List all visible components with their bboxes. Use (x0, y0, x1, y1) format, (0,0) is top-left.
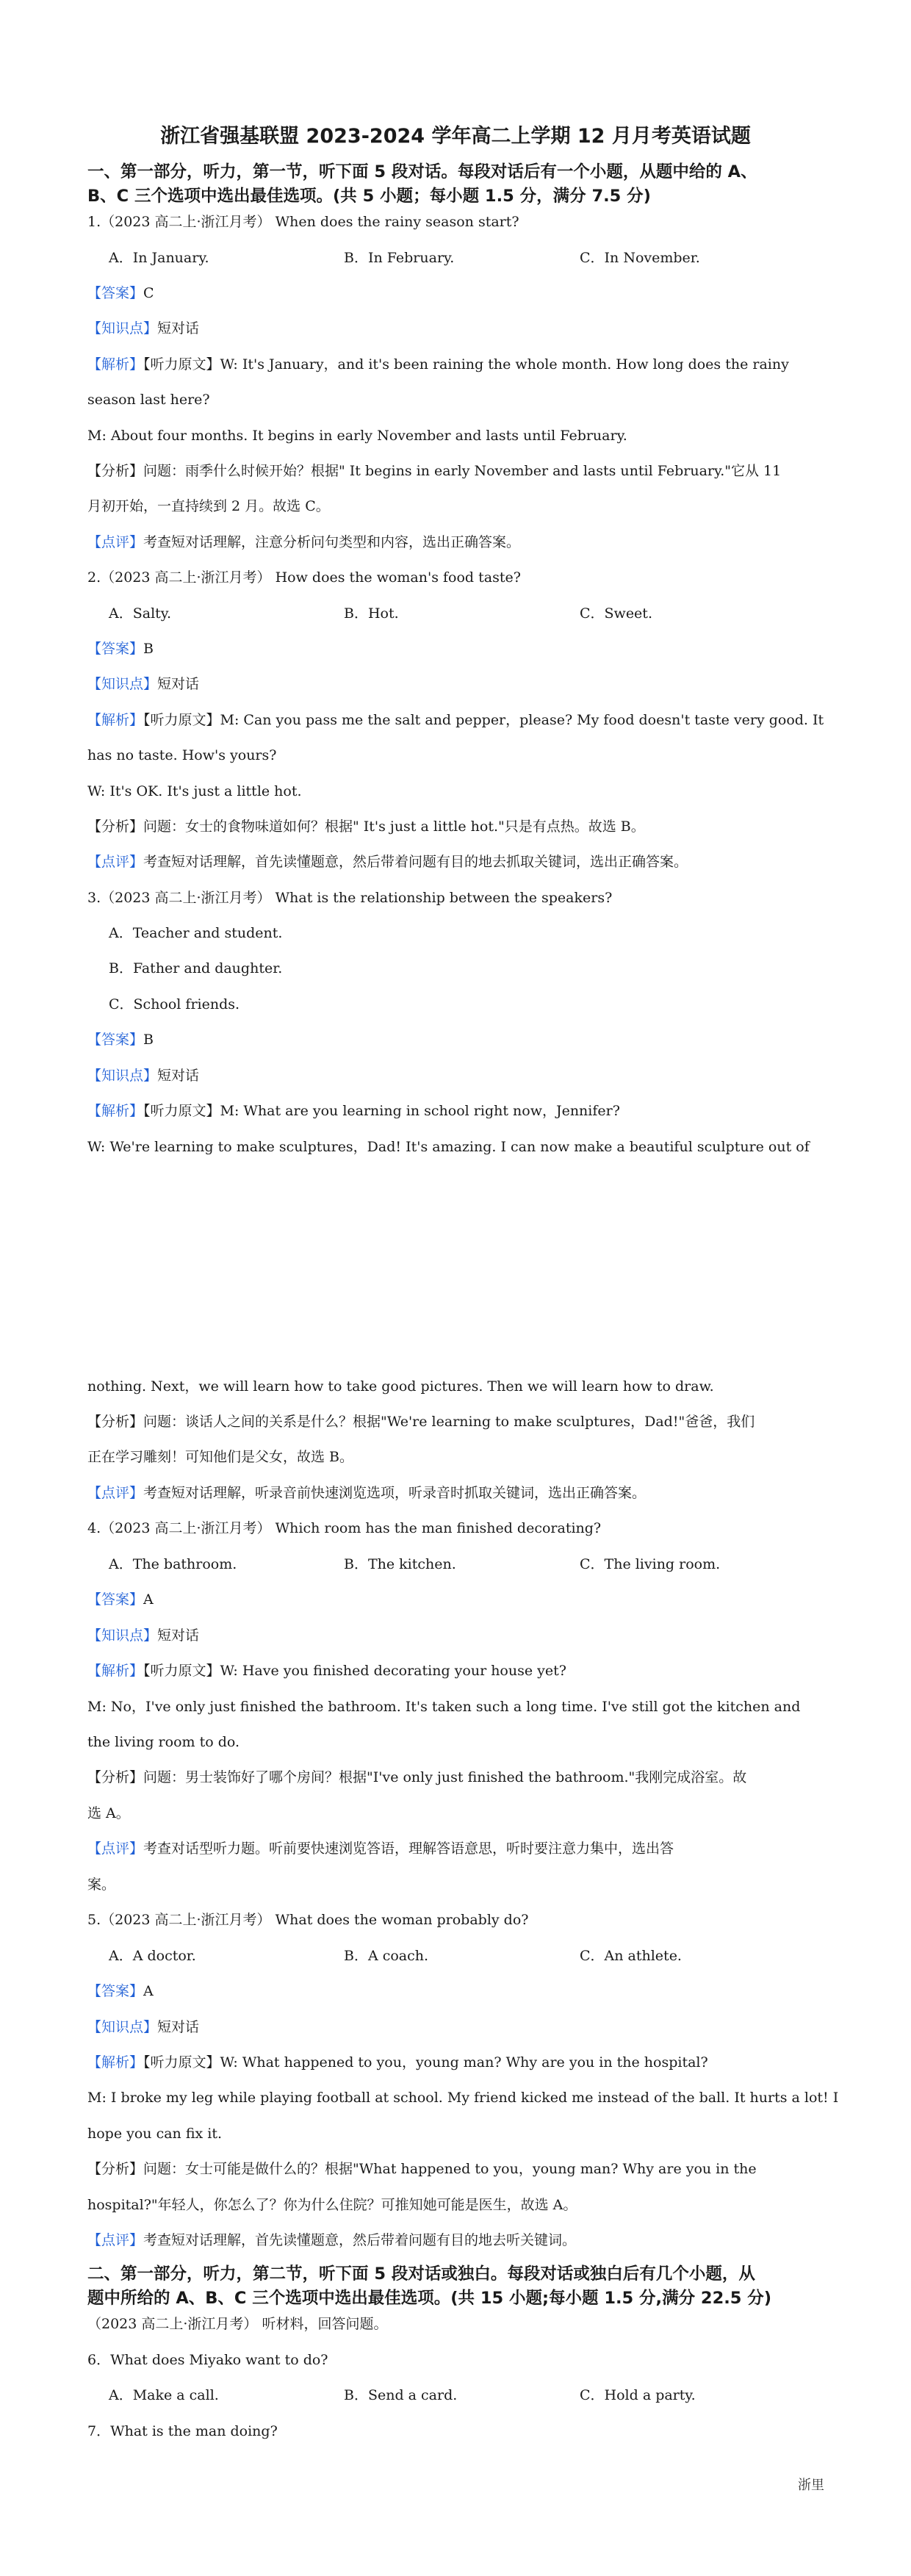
part2-header-line1: 二、第一部分，听力，第二节，听下面 5 段对话或独白。每段对话或独白后有几个小题，从 (87, 2264, 755, 2284)
q5-knowledge-line (87, 2018, 199, 2037)
q3-stem: 3.（2023 高二上·浙江月考） What is the relationship between the speakers? (87, 890, 613, 906)
q4-analysis-text1: 【听力原文】W: Have you finished decorating your house yet? (143, 1663, 566, 1679)
q4-knowledge: 短对话 (157, 1627, 200, 1644)
q3-analysis-line1 (87, 1101, 620, 1120)
analysis-tag: 【解析】 (87, 712, 144, 728)
knowledge-tag: 【知识点】 (87, 2019, 158, 2035)
q1-stem: 1.（2023 高二上·浙江月考） When does the rainy season start? (87, 214, 519, 230)
q3-option-c: C．School friends. (109, 996, 240, 1012)
analysis-tag: 【解析】 (87, 1103, 144, 1119)
q5-analysis-line2: M: I broke my leg while playing football at school. My friend kicked me instead of the ball. It hurts a lot! I (87, 2090, 839, 2106)
q4-comment-line2: 案。 (87, 1877, 116, 1893)
q2-knowledge: 短对话 (157, 676, 200, 692)
q6-option-c: C．Hold a party. (580, 2387, 696, 2403)
q4-comment-line1 (87, 1839, 674, 1858)
q2-knowledge-line (87, 674, 199, 694)
q1-option-b: B．In February. (344, 250, 455, 266)
q1-fenxi-line2: 月初开始，一直持续到 2 月。故选 C。 (87, 498, 330, 514)
q3-knowledge: 短对话 (157, 1068, 200, 1084)
q5-option-b: B．A coach. (344, 1948, 429, 1964)
answer-tag: 【答案】 (87, 641, 144, 657)
part1-header-line2: B、C 三个选项中选出最佳选项。(共 5 小题；每小题 1.5 分，满分 7.5 分) (87, 187, 651, 206)
q3-answer: B (143, 1032, 154, 1048)
q2-comment-line (87, 852, 688, 871)
q3-option-a: A．Teacher and student. (109, 925, 283, 941)
q1-option-a: A．In January. (109, 250, 209, 266)
knowledge-tag: 【知识点】 (87, 320, 158, 337)
q5-answer-line (87, 1982, 154, 2001)
q1-knowledge-line (87, 319, 199, 338)
q4-stem: 4.（2023 高二上·浙江月考） Which room has the man finished decorating? (87, 1520, 602, 1536)
comment-tag: 【点评】 (87, 1485, 144, 1501)
q1-comment-line (87, 533, 520, 552)
q4-analysis-line1 (87, 1661, 566, 1680)
q6-option-b: B．Send a card. (344, 2387, 458, 2403)
part1-header-line1: 一、第一部分，听力，第一节，听下面 5 段对话。每段对话后有一个小题，从题中给的 A、 (87, 162, 757, 181)
comment-tag: 【点评】 (87, 2232, 144, 2248)
q3-knowledge-line (87, 1066, 199, 1085)
q5-knowledge: 短对话 (157, 2019, 200, 2035)
q3-analysis-line2: W: We're learning to make sculptures，Dad! It's amazing. I can now make a beautiful sculpture out of (87, 1139, 810, 1155)
answer-tag: 【答案】 (87, 285, 144, 301)
knowledge-tag: 【知识点】 (87, 1068, 158, 1084)
q1-option-c: C．In November. (580, 250, 700, 266)
q5-comment: 考查短对话理解，首先读懂题意，然后带着问题有目的地去听关键词。 (143, 2232, 577, 2248)
knowledge-tag: 【知识点】 (87, 1627, 158, 1644)
analysis-tag: 【解析】 (87, 356, 144, 373)
q3-analysis-line3: nothing. Next，we will learn how to take good pictures. Then we will learn how to draw. (87, 1378, 714, 1395)
q4-comment-text1: 考查对话型听力题。听前要快速浏览答语，理解答语意思，听时要注意力集中，选出答 (143, 1841, 674, 1857)
answer-tag: 【答案】 (87, 1983, 144, 1999)
q2-answer: B (143, 641, 154, 657)
q4-answer-line (87, 1590, 154, 1609)
q5-option-c: C．An athlete. (580, 1948, 682, 1964)
q1-comment: 考查短对话理解，注意分析问句类型和内容，选出正确答案。 (143, 534, 521, 550)
q1-analysis-line1 (87, 355, 789, 374)
q2-option-b: B．Hot. (344, 605, 399, 622)
q1-analysis-text1: 【听力原文】W: It's January，and it's been raining the whole month. How long does the rainy (143, 356, 789, 373)
q1-analysis-line2: season last here? (87, 392, 210, 408)
q2-option-a: A．Salty. (109, 605, 172, 622)
q7-stem: 7．What is the man doing? (87, 2423, 278, 2439)
page-footer: 浙里 (798, 2478, 824, 2493)
q1-answer: C (143, 285, 154, 301)
q3-option-b: B．Father and daughter. (109, 960, 283, 976)
knowledge-tag: 【知识点】 (87, 676, 158, 692)
q3-fenxi-line2: 正在学习雕刻！可知他们是父女，故选 B。 (87, 1449, 354, 1465)
q4-analysis-line2: M: No，I've only just finished the bathroom. It's taken such a long time. I've still got the kitchen and (87, 1699, 801, 1715)
analysis-tag: 【解析】 (87, 2054, 144, 2070)
q5-fenxi-line1: 【分析】问题：女士可能是做什么的？根据"What happened to you，young man? Why are you in the (87, 2161, 757, 2177)
answer-tag: 【答案】 (87, 1591, 144, 1608)
q5-stem: 5.（2023 高二上·浙江月考） What does the woman probably do? (87, 1912, 529, 1928)
q3-comment: 考查短对话理解，听录音前快速浏览选项，听录音时抓取关键词，选出正确答案。 (143, 1485, 647, 1501)
q5-analysis-line1 (87, 2053, 708, 2072)
comment-tag: 【点评】 (87, 1841, 144, 1857)
q1-fenxi-line1: 【分析】问题：雨季什么时候开始？根据" It begins in early November and lasts until February."它从 11 (87, 463, 782, 479)
q4-knowledge-line (87, 1626, 199, 1645)
q4-option-c: C．The living room. (580, 1556, 721, 1572)
q2-comment: 考查短对话理解，首先读懂题意，然后带着问题有目的地去抓取关键词，选出正确答案。 (143, 854, 688, 870)
page-title: 浙江省强基联盟 2023-2024 学年高二上学期 12 月月考英语试题 (160, 125, 751, 148)
q5-comment-line (87, 2231, 576, 2250)
q2-answer-line (87, 639, 154, 658)
q3-comment-line (87, 1483, 646, 1503)
comment-tag: 【点评】 (87, 534, 144, 550)
q3-fenxi-line1: 【分析】问题：谈话人之间的关系是什么？根据"We're learning to make sculptures，Dad!"爸爸，我们 (87, 1414, 755, 1430)
q1-knowledge: 短对话 (157, 320, 200, 337)
part2-intro: （2023 高二上·浙江月考） 听材料，回答问题。 (87, 2316, 388, 2332)
analysis-tag: 【解析】 (87, 1663, 144, 1679)
q2-stem: 2.（2023 高二上·浙江月考） How does the woman's food taste? (87, 569, 521, 586)
q5-analysis-line3: hope you can fix it. (87, 2126, 222, 2142)
comment-tag: 【点评】 (87, 854, 144, 870)
q3-answer-line (87, 1030, 154, 1049)
q5-analysis-text1: 【听力原文】W: What happened to you，young man? Why are you in the hospital? (143, 2054, 708, 2070)
q4-answer: A (143, 1591, 154, 1608)
q5-answer: A (143, 1983, 154, 1999)
answer-tag: 【答案】 (87, 1032, 144, 1048)
q4-analysis-line3: the living room to do. (87, 1734, 240, 1750)
q4-option-b: B．The kitchen. (344, 1556, 456, 1572)
q4-fenxi-line2: 选 A。 (87, 1805, 130, 1821)
q1-answer-line (87, 284, 154, 303)
q4-fenxi-line1: 【分析】问题：男士装饰好了哪个房间？根据"I've only just finished the bathroom."我刚完成浴室。故 (87, 1769, 747, 1785)
q2-analysis-line2: has no taste. How's yours? (87, 747, 277, 763)
part2-header-line2: 题中所给的 A、B、C 三个选项中选出最佳选项。(共 15 小题;每小题 1.5 分,满分 22.5 分) (87, 2289, 772, 2308)
q4-option-a: A．The bathroom. (109, 1556, 237, 1572)
q2-option-c: C．Sweet. (580, 605, 652, 622)
q6-option-a: A．Make a call. (109, 2387, 219, 2403)
q5-option-a: A．A doctor. (109, 1948, 196, 1964)
q1-analysis-line3: M: About four months. It begins in early November and lasts until February. (87, 428, 627, 444)
q3-analysis-text1: 【听力原文】M: What are you learning in school right now，Jennifer? (143, 1103, 620, 1119)
q2-analysis-line3: W: It's OK. It's just a little hot. (87, 783, 302, 799)
q6-stem: 6．What does Miyako want to do? (87, 2352, 328, 2368)
q2-analysis-line1 (87, 710, 824, 730)
q5-fenxi-line2: hospital?"年轻人，你怎么了？你为什么住院？可推知她可能是医生，故选 A。 (87, 2197, 577, 2213)
q2-fenxi-line1: 【分析】问题：女士的食物味道如何？根据" It's just a little hot."只是有点热。故选 B。 (87, 819, 645, 835)
q2-analysis-text1: 【听力原文】M: Can you pass me the salt and pepper，please? My food doesn't taste very good. It (143, 712, 824, 728)
